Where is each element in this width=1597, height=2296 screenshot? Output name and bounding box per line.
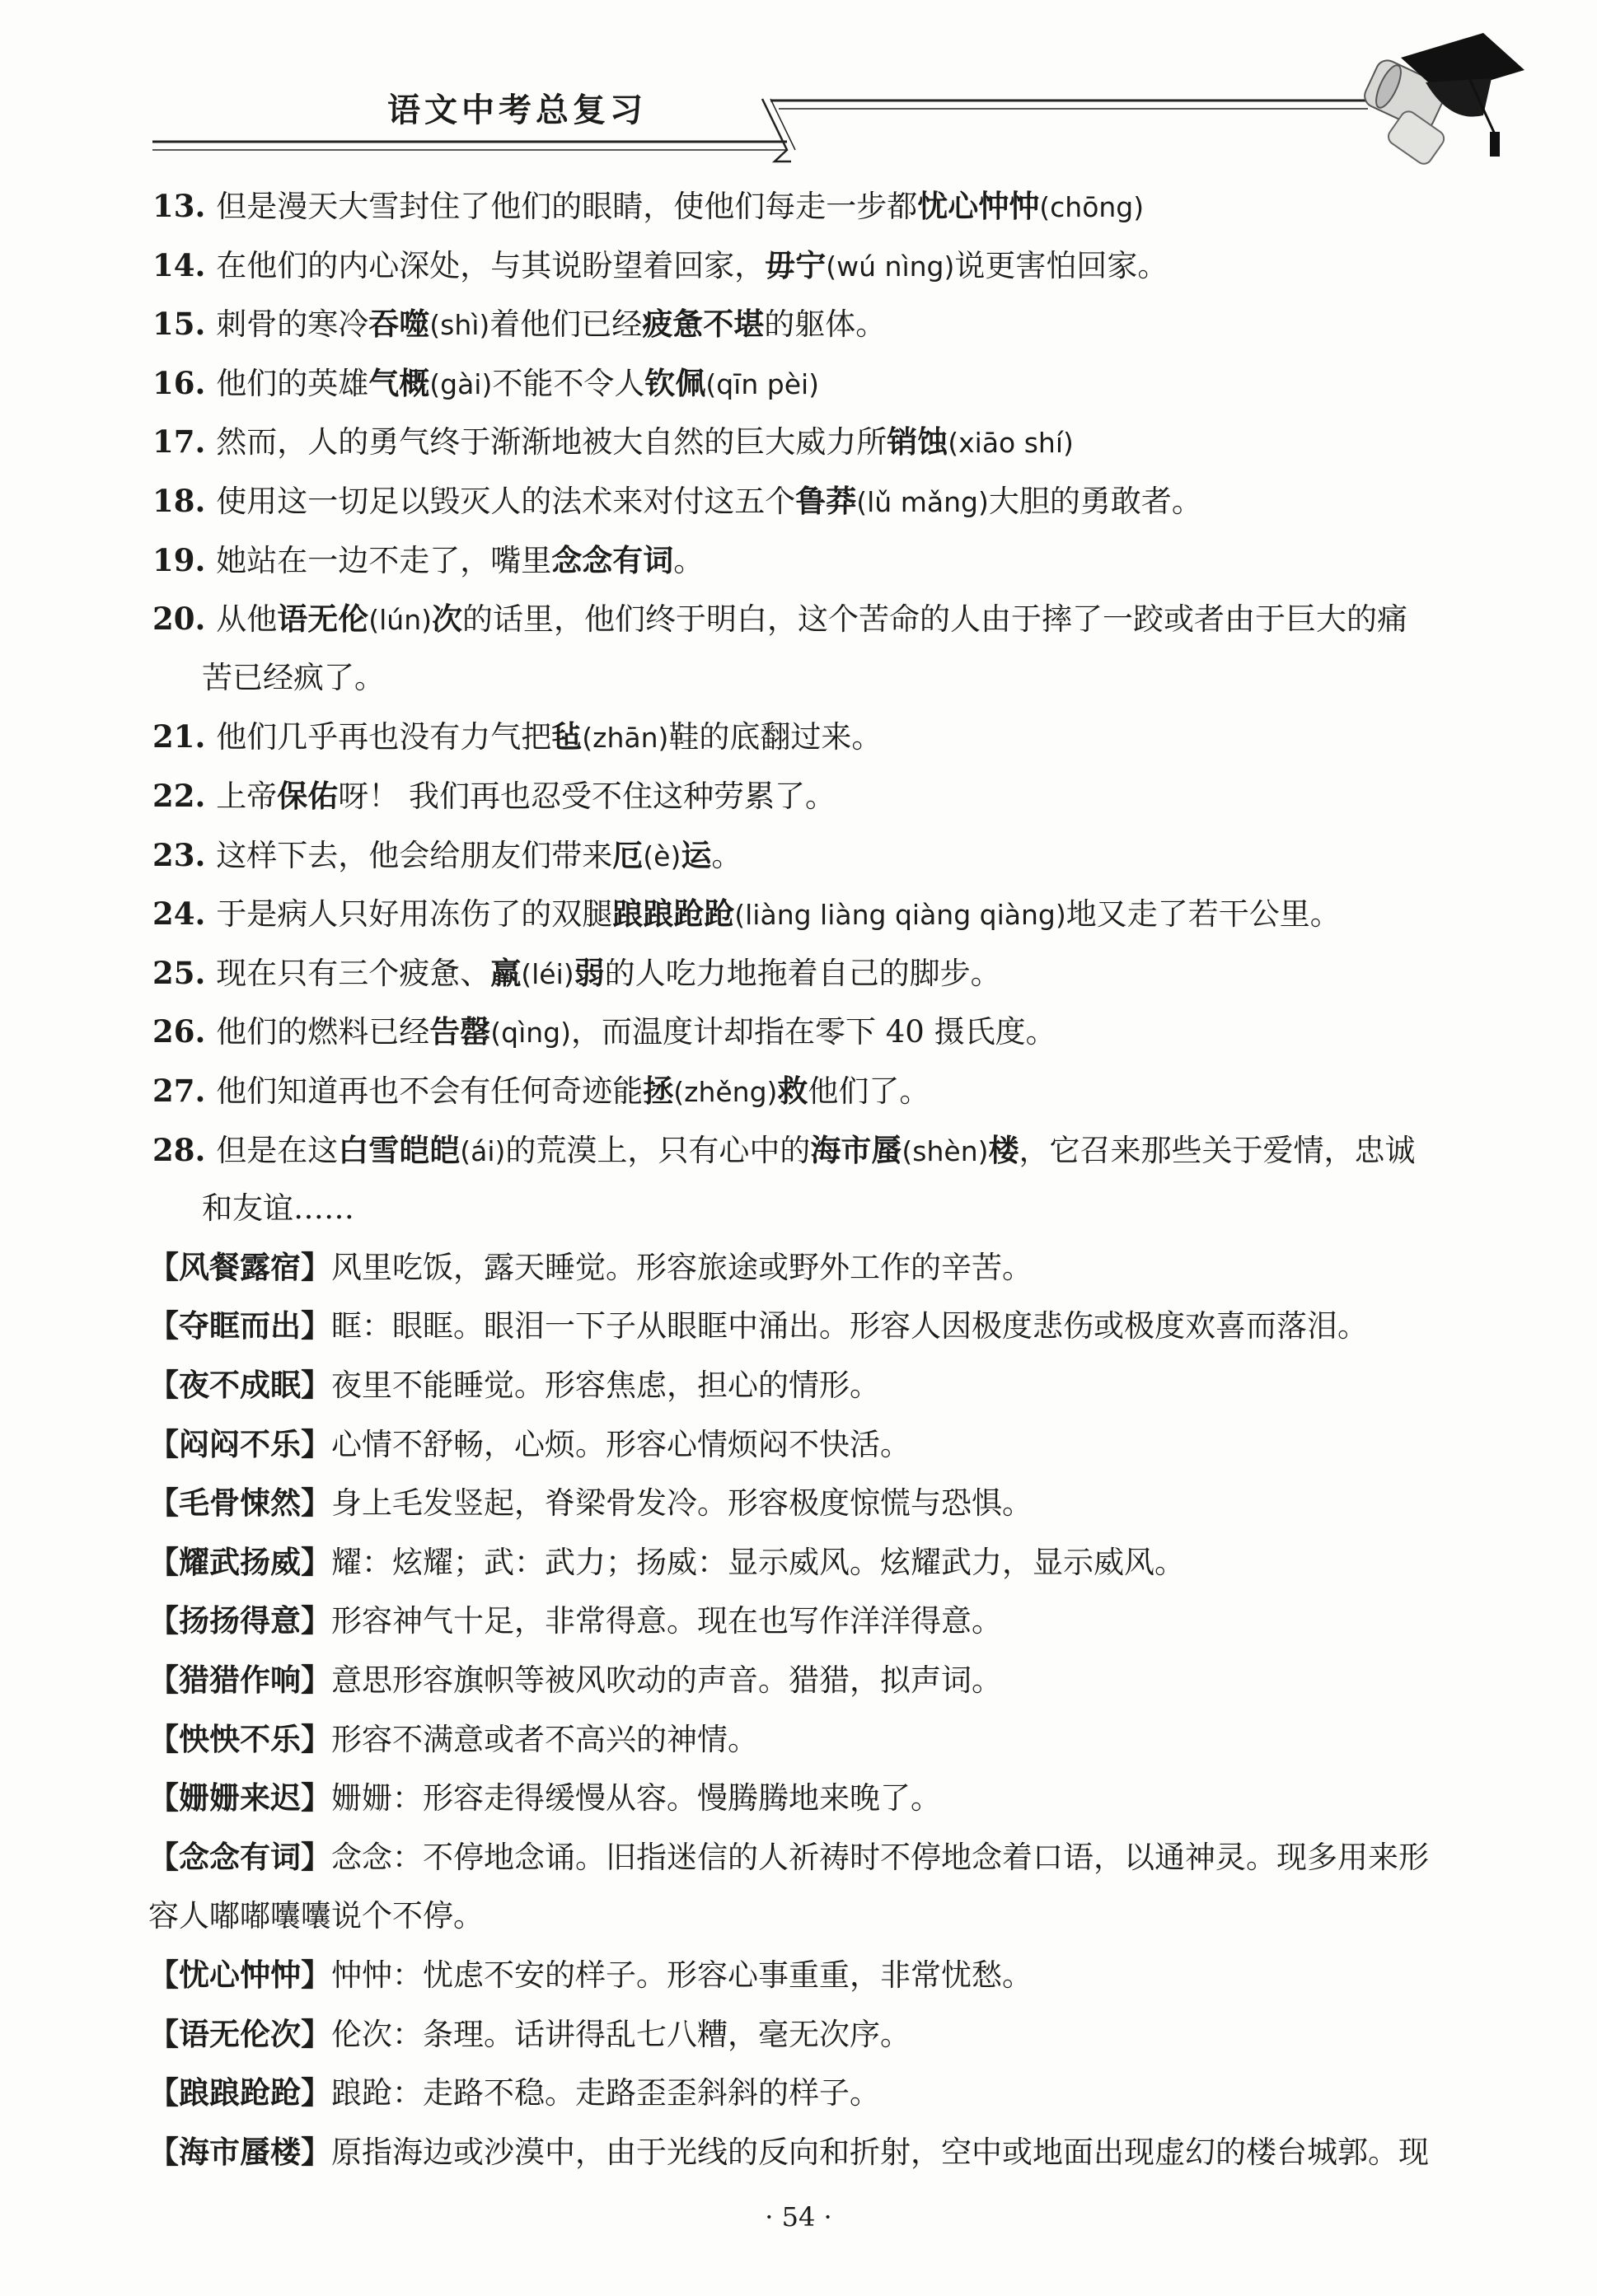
idiom-entry (148, 1366, 1500, 1405)
sentence-text: 现在只有三个疲惫、 (216, 955, 491, 991)
pinyin: (liàng liàng qiàng qiàng) (734, 899, 1066, 932)
keyword: 运 (681, 837, 712, 873)
pinyin: (shì) (429, 309, 490, 342)
sentence-text: 。 (673, 542, 705, 578)
pinyin: (gài) (429, 367, 493, 400)
keyword: 次 (432, 601, 463, 638)
sentence-text: 的话里，他们终于明白，这个苦命的人由于摔了一跤或者由于巨大的痛 (462, 601, 1408, 638)
idiom-definition: 姗姗：形容走得缓慢从容。慢腾腾地来晚了。 (331, 1780, 941, 1817)
sentence-text: ，它召来那些关于爱情，忠诚 (1019, 1132, 1416, 1168)
idiom-entry (148, 1248, 1500, 1288)
idiom-term: 【海市蜃楼】 (148, 2134, 331, 2170)
idiom-definition: 原指海边或沙漠中，由于光线的反向和折射，空中或地面出现虚幻的楼台城郭。现 (331, 2134, 1429, 2170)
idiom-entry (148, 1543, 1500, 1583)
item-number: 22. (152, 778, 217, 814)
idiom-term: 【忧心忡忡】 (148, 1957, 331, 1993)
pinyin: (wú nìng) (826, 250, 955, 283)
numbered-item (152, 186, 1504, 227)
sentence-text: 呀！ 我们再也忍受不住这种劳累了。 (338, 779, 836, 814)
page-number: · 54 · (765, 2201, 832, 2233)
idiom-entry (148, 1779, 1500, 1818)
numbered-item (152, 717, 1504, 758)
sentence-text: 。 (711, 837, 742, 873)
numbered-item (152, 1012, 1504, 1053)
pinyin: (zhān) (582, 722, 669, 755)
keyword: 销蚀 (887, 424, 948, 461)
idiom-definition: 眶：眼眶。眼泪一下子从眼眶中涌出。形容人因极度悲伤或极度欢喜而落泪。 (331, 1308, 1368, 1344)
idiom-term: 【风餐露宿】 (148, 1249, 331, 1285)
keyword: 语无伦 (277, 601, 369, 638)
keyword: 气概 (368, 365, 430, 401)
keyword: 吞噬 (368, 306, 430, 343)
idiom-definition: 容人嘟嘟囔囔说个不停。 (148, 1898, 484, 1934)
sentence-text: 上帝 (216, 779, 278, 814)
pinyin: (shèn) (902, 1134, 989, 1167)
item-number: 19. (152, 541, 217, 578)
numbered-item (152, 422, 1504, 463)
idiom-definition: 身上毛发竖起，脊梁骨发冷。形容极度惊慌与恐惧。 (331, 1485, 1033, 1522)
numbered-item (152, 304, 1504, 345)
item-number: 15. (152, 306, 217, 343)
sentence-text: 不能不令人 (492, 365, 645, 401)
sentence-text: 于是病人只好用冻伤了的双腿 (216, 896, 613, 933)
item-number: 25. (152, 954, 217, 991)
idiom-entry (148, 1956, 1500, 1995)
keyword: 踉踉跄跄 (612, 896, 735, 933)
item-number: 13. (152, 188, 217, 224)
idiom-definition: 形容神气十足，非常得意。现在也写作洋洋得意。 (331, 1603, 1002, 1639)
keyword: 毋宁 (765, 247, 827, 283)
numbered-item (152, 1071, 1504, 1112)
idiom-definition: 意思形容旗帜等被风吹动的声音。猎猎，拟声词。 (331, 1662, 1002, 1698)
sentence-text: 他们了。 (808, 1073, 930, 1109)
numbered-item (152, 894, 1504, 935)
idiom-definition: 风里吃饭，露天睡觉。形容旅途或野外工作的辛苦。 (331, 1249, 1033, 1285)
item-number: 23. (152, 836, 217, 873)
sentence-text: 苦已经疯了。 (202, 659, 385, 695)
idiom-entry (148, 2074, 1500, 2113)
sentence-text: 的荒漠上，只有心中的 (505, 1132, 811, 1168)
idiom-term: 【扬扬得意】 (148, 1603, 331, 1639)
item-number: 21. (152, 718, 217, 755)
numbered-item (152, 363, 1504, 404)
sentence-text: 在他们的内心深处，与其说盼望着回家， (216, 247, 766, 283)
sentence-text: 着他们已经 (489, 306, 643, 343)
idiom-entry (148, 1307, 1500, 1346)
sentence-text: 但是漫天大雪封住了他们的眼睛，使他们每走一步都 (216, 189, 918, 224)
item-number: 14. (152, 246, 217, 283)
sentence-text: 鞋的底翻过来。 (668, 719, 883, 755)
idiom-entry (148, 1720, 1500, 1760)
idiom-definition: 伦次：条理。话讲得乱七八糟，毫无次序。 (331, 2016, 911, 2052)
pinyin: (è) (643, 839, 681, 872)
idiom-term: 【念念有词】 (148, 1839, 331, 1875)
numbered-item (152, 835, 1504, 877)
sentence-text: 使用这一切足以毁灭人的法术来对付这五个 (216, 484, 796, 519)
pinyin: (ái) (460, 1134, 506, 1167)
item-number: 18. (152, 483, 217, 519)
pinyin: (léi) (521, 957, 574, 990)
numbered-item (152, 776, 1504, 816)
pinyin: (zhěng) (673, 1076, 778, 1108)
idiom-term: 【语无伦次】 (148, 2016, 331, 2052)
item-continuation (202, 658, 1553, 698)
idiom-entry (148, 1661, 1500, 1700)
keyword: 厄 (612, 837, 644, 873)
sentence-text: 地又走了若干公里。 (1065, 896, 1341, 933)
keyword: 弱 (574, 955, 605, 991)
keyword: 忧心忡忡 (917, 189, 1040, 224)
sentence-text: 和友谊…… (202, 1190, 354, 1227)
sentence-text: 他们几乎再也没有力气把 (216, 719, 552, 755)
sentence-text: 的躯体。 (764, 306, 887, 343)
keyword: 白雪皑皑 (338, 1132, 461, 1168)
keyword: 羸 (490, 955, 522, 991)
idiom-definition: 夜里不能睡觉。形容焦虑，担心的情形。 (331, 1368, 880, 1403)
numbered-item (152, 481, 1504, 522)
keyword: 楼 (988, 1132, 1019, 1168)
sentence-text: 大胆的勇敢者。 (988, 484, 1202, 519)
idiom-definition: 心情不舒畅，心烦。形容心情烦闷不快活。 (331, 1426, 911, 1462)
keyword: 念念有词 (551, 542, 674, 578)
idiom-term: 【姗姗来迟】 (148, 1780, 331, 1817)
sentence-text: 但是在这 (216, 1132, 339, 1168)
sentence-text: 的人吃力地拖着自己的脚步。 (604, 955, 1001, 991)
idiom-term: 【夜不成眠】 (148, 1368, 331, 1403)
pinyin: (lǔ mǎng) (856, 486, 989, 518)
idiom-entry (148, 1602, 1500, 1641)
idiom-term: 【闷闷不乐】 (148, 1426, 331, 1462)
idiom-definition: 踉跄：走路不稳。走路歪歪斜斜的样子。 (331, 2075, 880, 2111)
sentence-text: 说更害怕回家。 (954, 247, 1168, 283)
idiom-entry (148, 2133, 1500, 2172)
idiom-continuation (148, 1896, 1500, 1936)
sentence-text: 他们的燃料已经 (216, 1014, 430, 1050)
item-number: 16. (152, 364, 217, 401)
item-number: 17. (152, 423, 217, 461)
idiom-term: 【夺眶而出】 (148, 1308, 331, 1344)
keyword: 钦佩 (644, 365, 706, 401)
keyword: 疲惫不堪 (642, 306, 765, 343)
item-continuation (202, 1189, 1553, 1228)
keyword: 海市蜃 (810, 1132, 902, 1168)
sentence-text: 他们知道再也不会有任何奇迹能 (216, 1073, 644, 1109)
numbered-item (152, 540, 1504, 581)
numbered-item (152, 953, 1504, 994)
idiom-term: 【怏怏不乐】 (148, 1721, 331, 1757)
sentence-text: 她站在一边不走了，嘴里 (216, 542, 552, 578)
idiom-entry (148, 1484, 1500, 1523)
idiom-term: 【毛骨悚然】 (148, 1485, 331, 1522)
item-number: 26. (152, 1013, 217, 1050)
pinyin: (chōng) (1039, 191, 1145, 223)
keyword: 救 (777, 1073, 808, 1109)
idiom-entry (148, 1838, 1500, 1877)
item-number: 24. (152, 895, 217, 933)
item-number: 27. (152, 1073, 217, 1109)
sentence-text: 从他 (216, 601, 278, 638)
numbered-item (152, 245, 1504, 287)
idiom-entry (148, 2015, 1500, 2055)
pinyin: (lún) (368, 604, 433, 637)
sentence-text: 刺骨的寒冷 (216, 306, 369, 343)
sentence-text: ，而温度计却指在零下 40 摄氏度。 (571, 1014, 1056, 1050)
idiom-term: 【耀武扬威】 (148, 1544, 331, 1580)
idiom-definition: 忡忡：忧虑不安的样子。形容心事重重，非常忧愁。 (331, 1957, 1033, 1993)
keyword: 毡 (551, 719, 583, 755)
item-number: 28. (152, 1131, 217, 1168)
idiom-term: 【踉踉跄跄】 (148, 2075, 331, 2111)
sentence-text: 然而，人的勇气终于渐渐地被大自然的巨大威力所 (216, 424, 887, 461)
keyword: 保佑 (277, 779, 339, 814)
idiom-definition: 形容不满意或者不高兴的神情。 (331, 1721, 758, 1757)
pinyin: (qīn pèi) (705, 367, 820, 400)
idiom-definition: 耀：炫耀；武：武力；扬威：显示威风。炫耀武力，显示威风。 (331, 1544, 1185, 1580)
sentence-text: 他们的英雄 (216, 365, 369, 401)
numbered-item (152, 1130, 1504, 1171)
keyword: 告罄 (429, 1014, 491, 1050)
keyword: 鲁莽 (795, 484, 857, 519)
idiom-definition: 念念：不停地念诵。旧指迷信的人祈祷时不停地念着口语，以通神灵。现多用来形 (331, 1839, 1429, 1875)
keyword: 拯 (643, 1073, 674, 1109)
numbered-item (152, 599, 1504, 640)
pinyin: (qìng) (490, 1017, 571, 1050)
idiom-term: 【猎猎作响】 (148, 1662, 331, 1698)
item-number: 20. (152, 601, 217, 638)
idiom-entry (148, 1425, 1500, 1465)
header-title: 语文中考总复习 (387, 91, 647, 129)
sentence-text: 这样下去，他会给朋友们带来 (216, 837, 613, 873)
pinyin: (xiāo shí) (948, 427, 1074, 460)
